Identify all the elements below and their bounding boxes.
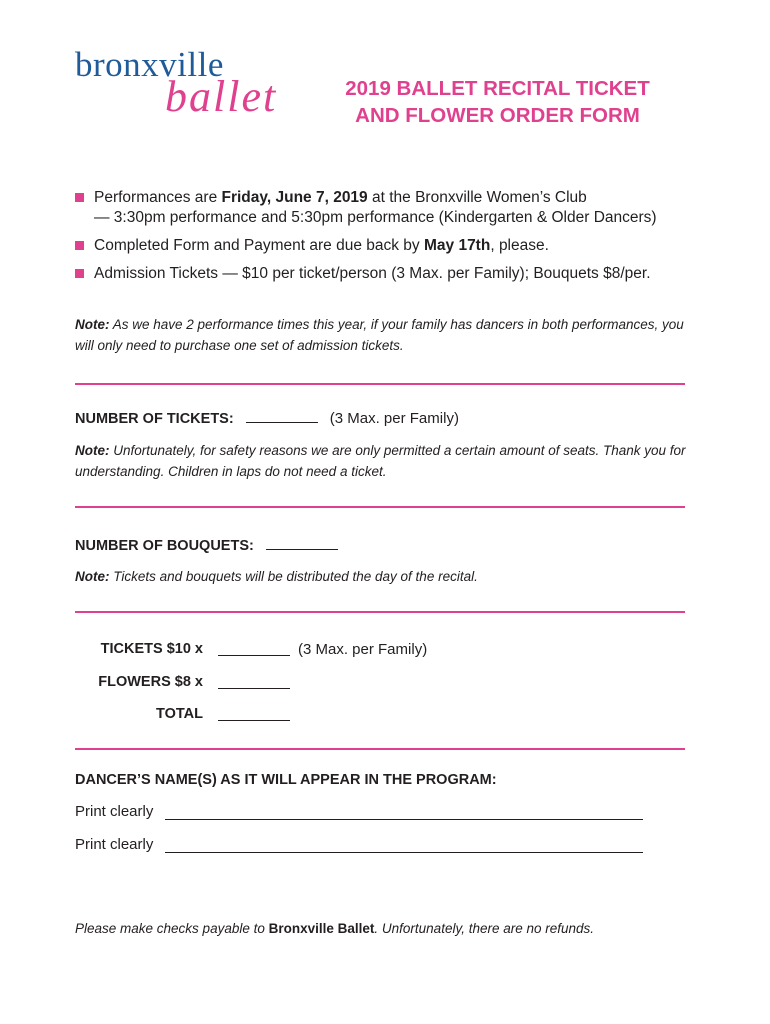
total-label: TOTAL (156, 706, 203, 722)
note-performances (75, 314, 695, 356)
note-text: As we have 2 performance times this year, if your family has dancers in both performances, you will only need to purchase one set of admission tickets. (75, 317, 684, 353)
bouquets-count-field[interactable] (266, 537, 338, 550)
tickets-row (75, 410, 459, 427)
note-label: Note: (75, 569, 110, 584)
performance-date: Friday, June 7, 2019 (221, 189, 368, 206)
total-amount-field[interactable] (218, 720, 290, 721)
flowers-amount-field[interactable] (218, 688, 290, 689)
page-title (300, 75, 695, 129)
print-clearly-label: Print clearly (75, 836, 154, 853)
payment-note (75, 921, 594, 936)
tickets-count-field[interactable] (246, 410, 318, 423)
tickets-max-note: (3 Max. per Family) (298, 641, 428, 658)
tickets-max-note: (3 Max. per Family) (329, 410, 459, 427)
note-seats (75, 440, 695, 482)
info-bullets (75, 188, 715, 292)
bullet-text: , please. (490, 237, 549, 254)
logo-bronxville: bronxville (75, 45, 224, 84)
bullet-text: Completed Form and Payment are due back by (94, 237, 424, 254)
section-divider (75, 748, 685, 750)
title-line-2: AND FLOWER ORDER FORM (355, 104, 640, 127)
bullet-text: — 3:30pm performance and 5:30pm performance (Kindergarten & Older Dancers) (94, 209, 657, 226)
dancer-name-field[interactable] (165, 819, 643, 820)
bullet-text: Performances are (94, 189, 222, 206)
section-divider (75, 506, 685, 508)
note-distribution (75, 566, 695, 587)
print-clearly-label: Print clearly (75, 803, 154, 820)
footer-text: Please make checks payable to (75, 921, 269, 936)
tickets-price-label: TICKETS $10 x (100, 641, 203, 657)
bullet-square-icon (75, 193, 84, 202)
bouquets-row (75, 537, 338, 554)
bullet-text: Admission Tickets — $10 per ticket/person (3 Max. per Family); Bouquets $8/per. (94, 265, 651, 282)
dancer-name-field[interactable] (165, 852, 643, 853)
note-label: Note: (75, 443, 110, 458)
section-divider (75, 611, 685, 613)
bullet-square-icon (75, 241, 84, 250)
note-text: Tickets and bouquets will be distributed the day of the recital. (109, 569, 478, 584)
note-label: Note: (75, 317, 110, 332)
bullet-performances (75, 188, 715, 228)
logo-ballet: ballet (165, 72, 278, 121)
payee-name: Bronxville Ballet (268, 921, 375, 936)
bullet-due-date (75, 236, 715, 256)
bullet-pricing (75, 264, 715, 284)
bullet-square-icon (75, 269, 84, 278)
bullet-text: at the Bronxville Women’s Club (367, 189, 587, 206)
flowers-price-label: FLOWERS $8 x (98, 674, 203, 690)
bouquets-heading: NUMBER OF BOUQUETS: (75, 538, 254, 554)
note-text: Unfortunately, for safety reasons we are only permitted a certain amount of seats. Thank you for understanding. Children in laps do not need a ticket. (75, 443, 686, 479)
footer-text: . Unfortunately, there are no refunds. (374, 921, 595, 936)
tickets-amount-field[interactable] (218, 655, 290, 656)
due-date: May 17th (423, 237, 491, 254)
tickets-heading: NUMBER OF TICKETS: (75, 411, 234, 427)
title-line-1: 2019 BALLET RECITAL TICKET (345, 77, 650, 100)
section-divider (75, 383, 685, 385)
dancers-heading: DANCER’S NAME(S) AS IT WILL APPEAR IN THE PROGRAM: (75, 772, 497, 788)
